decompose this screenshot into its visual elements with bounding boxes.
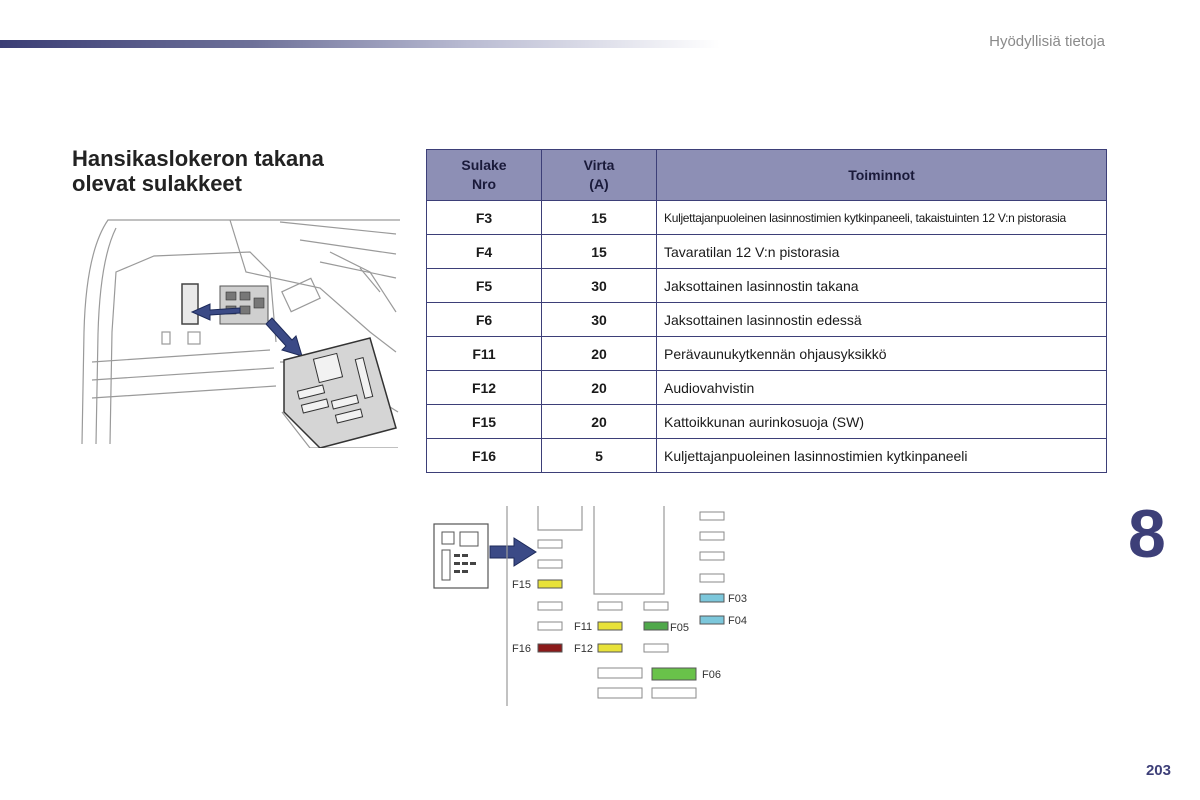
table-row bbox=[427, 235, 1107, 269]
label-f03: F03 bbox=[728, 593, 747, 605]
fuse-f05 bbox=[644, 622, 668, 630]
table-header-row bbox=[427, 150, 1107, 201]
fuse-f15 bbox=[538, 580, 562, 588]
fuse-current: 20 bbox=[542, 371, 657, 405]
header-current: Virta (A) bbox=[542, 150, 657, 201]
fuse-layout-diagram bbox=[432, 502, 772, 710]
table-row bbox=[427, 439, 1107, 473]
header-gradient-bar bbox=[0, 40, 720, 48]
label-f05: F05 bbox=[670, 622, 689, 634]
fuse-f06 bbox=[652, 668, 696, 680]
table-row bbox=[427, 337, 1107, 371]
fuse-current: 30 bbox=[542, 269, 657, 303]
label-f04: F04 bbox=[728, 615, 747, 627]
arrow-icon bbox=[490, 538, 536, 566]
glovebox-fuse-location-illustration bbox=[70, 212, 400, 448]
fuse-function: Kuljettajanpuoleinen lasinnostimien kytkinpaneeli bbox=[657, 439, 1107, 473]
fuse-current: 20 bbox=[542, 337, 657, 371]
header-functions: Toiminnot bbox=[657, 150, 1107, 201]
fuse-number: F6 bbox=[427, 303, 542, 337]
fuse-current: 5 bbox=[542, 439, 657, 473]
fuse-function: Perävaunukytkennän ohjausyksikkö bbox=[657, 337, 1107, 371]
label-f11: F11 bbox=[574, 621, 593, 633]
chapter-number: 8 bbox=[1128, 496, 1166, 572]
fuse-box-locator-icon bbox=[434, 524, 488, 588]
table-row bbox=[427, 303, 1107, 337]
fuse-f04 bbox=[700, 616, 724, 624]
label-f06: F06 bbox=[702, 669, 721, 681]
header-fuse-number: Sulake Nro bbox=[427, 150, 542, 201]
fuse-number: F3 bbox=[427, 201, 542, 235]
fuse-number: F15 bbox=[427, 405, 542, 439]
fuse-function: Jaksottainen lasinnostin takana bbox=[657, 269, 1107, 303]
fuse-f11 bbox=[598, 622, 622, 630]
fuse-current: 15 bbox=[542, 201, 657, 235]
fuse-function: Jaksottainen lasinnostin edessä bbox=[657, 303, 1107, 337]
fuse-number: F16 bbox=[427, 439, 542, 473]
fuse-function: Kuljettajanpuoleinen lasinnostimien kytkinpaneeli, takaistuinten 12 V:n pistorasia bbox=[657, 201, 1107, 235]
table-row bbox=[427, 405, 1107, 439]
table-row bbox=[427, 201, 1107, 235]
table-row bbox=[427, 371, 1107, 405]
label-f15: F15 bbox=[512, 579, 531, 591]
fuse-number: F5 bbox=[427, 269, 542, 303]
fuse-f03 bbox=[700, 594, 724, 602]
fuse-number: F12 bbox=[427, 371, 542, 405]
fuse-number: F4 bbox=[427, 235, 542, 269]
fuse-f16 bbox=[538, 644, 562, 652]
fuse-table bbox=[426, 149, 1107, 473]
fuse-current: 20 bbox=[542, 405, 657, 439]
fuse-number: F11 bbox=[427, 337, 542, 371]
fuse-function: Audiovahvistin bbox=[657, 371, 1107, 405]
table-row bbox=[427, 269, 1107, 303]
fuse-f12 bbox=[598, 644, 622, 652]
label-f16: F16 bbox=[512, 643, 531, 655]
page-number: 203 bbox=[1145, 762, 1171, 779]
fuse-function: Kattoikkunan aurinkosuoja (SW) bbox=[657, 405, 1107, 439]
fuse-current: 30 bbox=[542, 303, 657, 337]
fuse-function: Tavaratilan 12 V:n pistorasia bbox=[657, 235, 1107, 269]
label-f12: F12 bbox=[574, 643, 593, 655]
section-title: Hansikaslokeron takana olevat sulakkeet bbox=[72, 146, 324, 196]
header-title: Hyödyllisiä tietoja bbox=[989, 33, 1105, 50]
fuse-current: 15 bbox=[542, 235, 657, 269]
